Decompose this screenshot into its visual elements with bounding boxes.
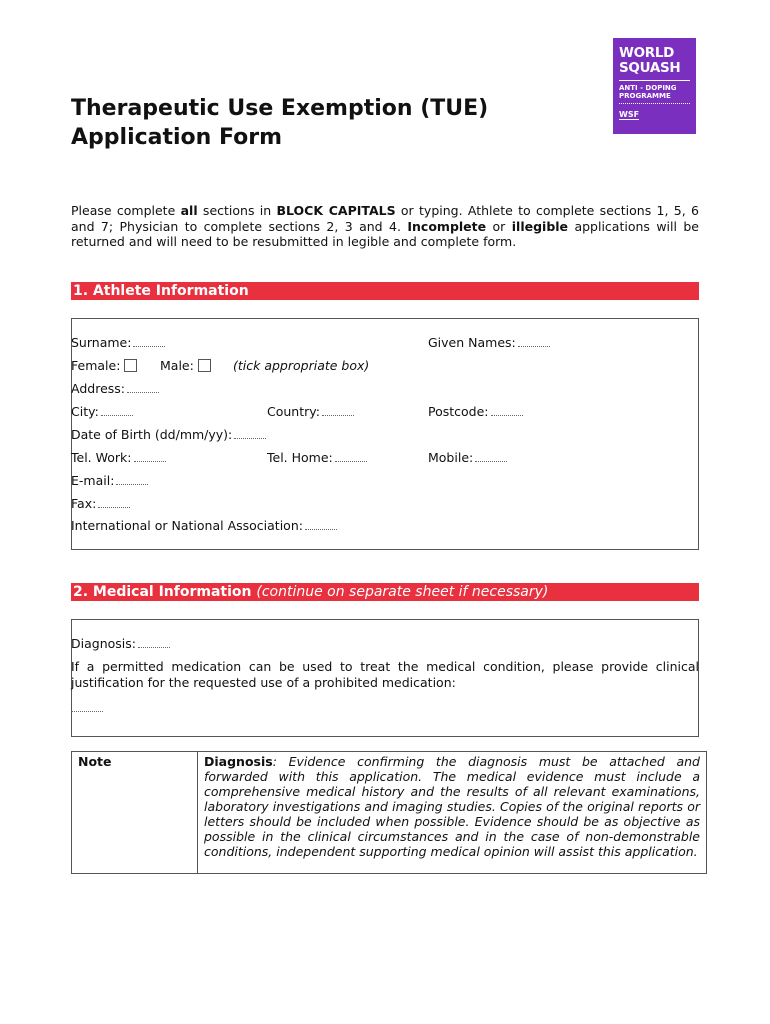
intro-text: applications will be returned and will need to be resubmitted in legible and complete form. (71, 218, 700, 249)
note-body: : Evidence confirming the diagnosis must be attached and forwarded with this application. The medical evidence must include a comprehensive medical history and the results of all relevant examinations, laboratory investigations and imaging studies. Copies of the original reports or letters should be included when possible. Evidence should be as objective as possible in the clinical circumstances and in the case of non-demonstrable conditions, independent supporting medical opinion will assist this application. (204, 754, 700, 859)
note-text (204, 754, 700, 859)
email-field[interactable] (71, 473, 148, 489)
address-label: Address: (71, 381, 125, 396)
intro-text: sections in (197, 203, 277, 218)
surname-label: Surname: (71, 335, 132, 350)
association-field[interactable] (71, 518, 337, 534)
justification-text: If a permitted medication can be used to treat the medical condition, please provide clinical justification for the requested use of a prohibited medication: (71, 659, 699, 690)
intro-emphasis: illegible (511, 218, 569, 234)
section-2-header (71, 583, 699, 601)
tick-note: (tick appropriate box) (233, 358, 370, 373)
city-label: City: (71, 404, 99, 419)
page-title-line2: Application Form (71, 125, 283, 150)
logo-line-squash: SQUASH (619, 60, 681, 76)
intro-emphasis: BLOCK CAPITALS (276, 203, 396, 218)
male-checkbox[interactable] (198, 359, 211, 372)
male-label: Male: (160, 358, 194, 373)
dob-field[interactable] (71, 427, 266, 443)
justification-input[interactable] (71, 700, 103, 716)
diagnosis-label: Diagnosis: (71, 636, 136, 651)
logo-line-programme: PROGRAMME (619, 92, 671, 100)
section-1-header (71, 282, 699, 300)
tel-home-label: Tel. Home: (267, 450, 333, 465)
tel-work-label: Tel. Work: (71, 450, 132, 465)
note-diagnosis-bold: Diagnosis (204, 754, 273, 769)
female-checkbox[interactable] (124, 359, 137, 372)
note-label: Note (78, 754, 112, 769)
intro-emphasis: all (180, 203, 198, 218)
city-field[interactable] (71, 404, 133, 420)
page-title-line1: Therapeutic Use Exemption (TUE) (71, 96, 489, 121)
intro-text: or (486, 218, 512, 234)
note-table (71, 751, 707, 874)
given-names-label: Given Names: (428, 335, 516, 350)
tel-home-field[interactable] (267, 450, 367, 466)
address-field[interactable] (71, 381, 159, 397)
mobile-label: Mobile: (428, 450, 474, 465)
intro-emphasis: Incomplete (407, 218, 487, 234)
tel-work-field[interactable] (71, 450, 166, 466)
mobile-field[interactable] (428, 450, 507, 466)
logo-line-wsf: WSF (619, 110, 640, 119)
surname-field[interactable] (71, 335, 165, 351)
postcode-field[interactable] (428, 404, 523, 420)
female-field (71, 358, 137, 374)
world-squash-logo (613, 38, 696, 134)
intro-text: Please complete (71, 203, 181, 218)
logo-line-world: WORLD (619, 45, 675, 61)
male-field (160, 358, 211, 374)
section-2-title-note: (continue on separate sheet if necessary) (256, 584, 549, 600)
country-field[interactable] (267, 404, 354, 420)
country-label: Country: (267, 404, 320, 419)
association-label: International or National Association: (71, 518, 303, 533)
section-1-title: 1. Athlete Information (73, 283, 249, 299)
given-names-field[interactable] (428, 335, 550, 351)
email-label: E-mail: (71, 473, 115, 488)
intro-paragraph (71, 203, 699, 250)
section-2-title: 2. Medical Information (73, 584, 252, 600)
fax-field[interactable] (71, 496, 130, 512)
female-label: Female: (71, 358, 121, 373)
postcode-label: Postcode: (428, 404, 489, 419)
fax-label: Fax: (71, 496, 97, 511)
diagnosis-field[interactable] (71, 636, 170, 652)
page-title (71, 94, 488, 152)
intro-text: or typing. Athlete to complete sections 1, 5, 6 and 7; Physician to complete sections 2, 3 and 4. (71, 203, 699, 234)
logo-line-anti-doping: ANTI - DOPING (619, 84, 677, 92)
dob-label: Date of Birth (dd/mm/yy): (71, 427, 233, 442)
